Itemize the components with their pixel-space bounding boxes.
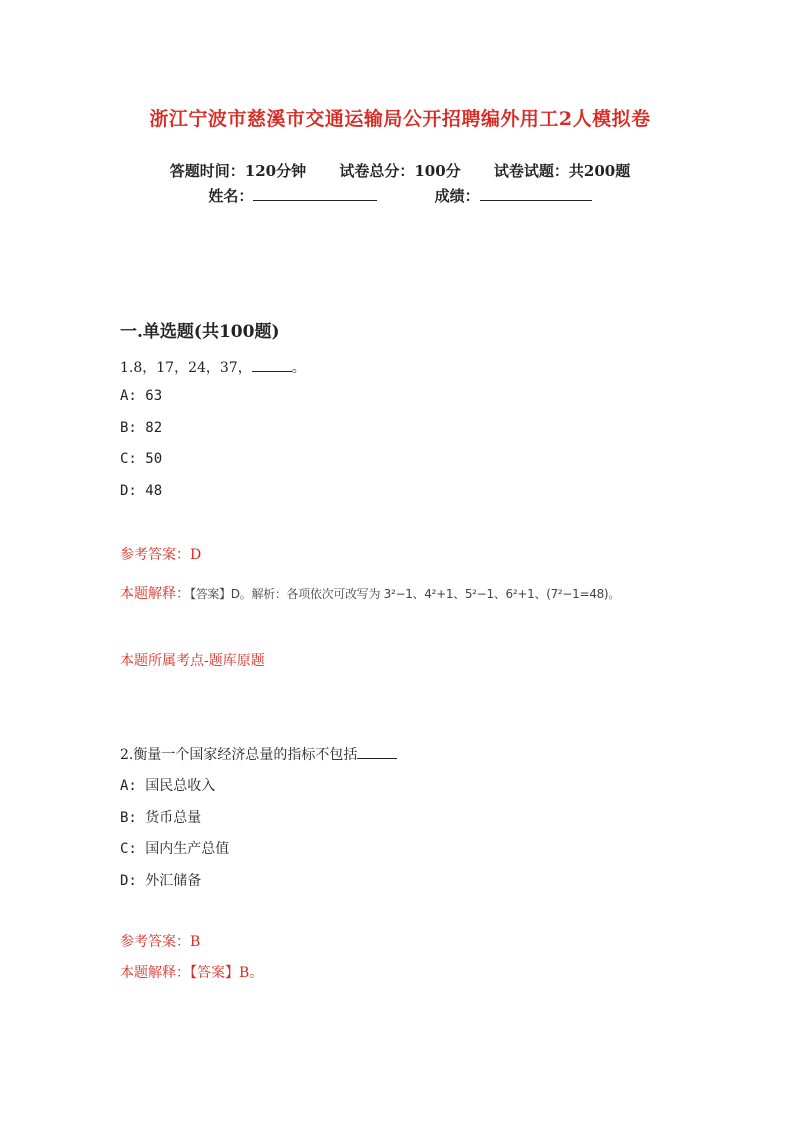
question-1-option-c: C: 50 — [120, 451, 163, 467]
question-1-option-b: B: 82 — [120, 420, 163, 436]
question-1-option-a: A: 63 — [120, 388, 163, 404]
question-1-stem — [120, 357, 306, 377]
student-info — [0, 185, 800, 206]
exam-title: 浙江宁波市慈溪市交通运输局公开招聘编外用工2人模拟卷 — [149, 108, 651, 130]
question-1-end: 。 — [291, 360, 306, 376]
score-blank — [480, 186, 592, 201]
question-1-text: 1.8，17，24，37， — [120, 360, 252, 376]
answer-blank — [357, 746, 397, 759]
question-2-option-d: D: 外汇储备 — [120, 873, 202, 889]
explanation-text: 【答案】D。解析：各项依次可改写为 3²−1、4²+1、5²−1、6²+1、(7²−1=48)。 — [190, 587, 621, 601]
question-2-explanation: 本题解释：【答案】B。 — [120, 965, 264, 981]
question-1-explanation — [120, 583, 620, 603]
name-blank — [253, 186, 377, 201]
question-2-text: 2.衡量一个国家经济总量的指标不包括 — [120, 747, 358, 763]
question-1-topic: 本题所属考点-题库原题 — [120, 653, 265, 669]
name-label: 姓名： — [208, 187, 254, 205]
question-1-option-d: D: 48 — [120, 483, 163, 499]
question-2-answer: 参考答案：B — [120, 934, 201, 950]
question-2-stem — [120, 744, 397, 764]
question-2-option-b: B: 货币总量 — [120, 810, 202, 826]
exam-meta — [0, 160, 800, 181]
score-label: 成绩： — [434, 187, 480, 205]
section-heading: 一.单选题(共100题) — [120, 322, 280, 342]
answer-blank — [252, 359, 292, 372]
explanation-label: 本题解释： — [120, 586, 190, 602]
exam-total-score: 试卷总分：100分 — [339, 162, 461, 180]
exam-time: 答题时间：120分钟 — [169, 162, 307, 180]
question-2-option-a: A: 国民总收入 — [120, 778, 216, 794]
question-2-option-c: C: 国内生产总值 — [120, 841, 230, 857]
question-1-answer: 参考答案：D — [120, 547, 202, 563]
exam-question-count: 试卷试题：共200题 — [493, 162, 631, 180]
